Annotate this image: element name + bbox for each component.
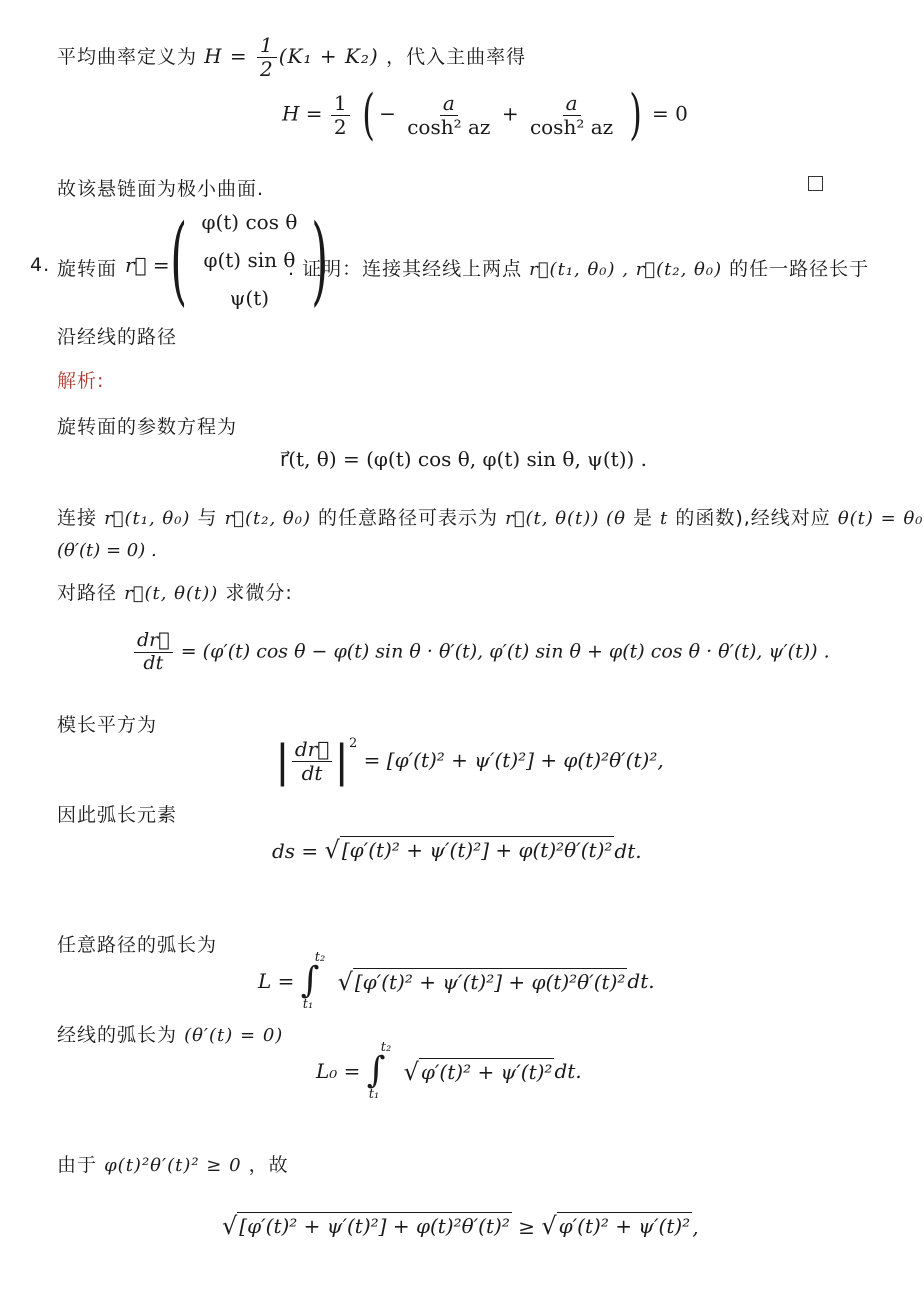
analysis-label: 解析:: [57, 370, 105, 392]
problem-number: 4.: [30, 254, 51, 276]
norm-equation: | $\frac{dr⃗}{dt}$ $|^2 = [\varphi'(t)^2 + \psi'(t)^2] + \varphi(t)^2\theta'(t)^2$,: [275, 736, 664, 787]
problem-r: r⃗ =: [125, 253, 170, 277]
L-intro: 任意路径的弧长为: [57, 934, 218, 956]
qed-box: [808, 176, 823, 191]
derivative-equation: $\frac{dr⃗}{dt}$ = (φ′(t) cos θ − φ(t) sin θ · θ′(t), φ′(t) sin θ + φ(t) cos θ · θ′(t), ψ′(t)) .: [132, 630, 830, 675]
connect-line-2: (θ′(t) = 0) .: [57, 540, 157, 561]
arc-intro: 因此弧长元素: [57, 804, 178, 826]
norm-intro: 模长平方为: [57, 714, 158, 736]
param-equation: r⃗(t, θ) = (φ(t) cos θ, φ(t) sin θ, ψ(t)) .: [280, 447, 648, 471]
L0-equation: L₀ = t₂ ∫ t₁ √ φ′(t)² + ψ′(t)² dt.: [316, 1040, 582, 1103]
L-equation: L = t₂ ∫ t₁ √ [φ′(t)² + ψ′(t)²] + φ(t)²θ′(t)² dt.: [258, 950, 655, 1013]
L0-intro: 经线的弧长为 (θ′(t) = 0): [57, 1024, 284, 1046]
intro-line: [57, 34, 526, 81]
problem-statement: . 证明：连接其经线上两点 r⃗(t₁, θ₀) , r⃗(t₂, θ₀) 的任一路径长于: [288, 258, 870, 280]
intro-prefix: 平均曲率定义为: [57, 46, 198, 68]
rotation-matrix: ( φ(t) cos θ φ(t) sin θ ψ(t) ): [170, 204, 329, 316]
since-line: 由于 φ(t)²θ′(t)² ≥ 0 ，故: [57, 1154, 289, 1176]
param-intro: 旋转面的参数方程为: [57, 416, 238, 438]
problem-prefix: 旋转面: [57, 258, 118, 280]
diff-line: 对路径 r⃗(t, θ(t)) 求微分:: [57, 582, 293, 604]
conclusion-line: 故该悬链面为极小曲面.: [57, 178, 265, 200]
H-equation: H = $\frac{1}{2}$ ( − $\frac{a}{\text{cosh² az}}$ + $\frac{a}{\text{cosh² az}}$ ) = 0: [282, 83, 688, 146]
matrix-row-3: ψ(t): [229, 286, 270, 310]
ds-equation: ds = √ [φ′(t)² + ψ′(t)²] + φ(t)²θ′(t)² dt.: [272, 836, 642, 864]
matrix-row-2: φ(t) sin θ: [203, 248, 296, 272]
problem-continuation: 沿经线的路径: [57, 326, 178, 348]
H-def-frac: $\frac{1}{2}$: [257, 34, 277, 81]
final-inequality: √ [φ′(t)² + ψ′(t)²] + φ(t)²θ′(t)² ≥ √ φ′(t)² + ψ′(t)² ,: [222, 1212, 699, 1240]
intro-suffix: ，代入主曲率得: [386, 46, 527, 68]
connect-line: 连接 r⃗(t₁, θ₀) 与 r⃗(t₂, θ₀) 的任意路径可表示为 r⃗(t, θ(t)) (θ 是 t 的函数),经线对应 θ(t) = θ₀: [57, 507, 924, 529]
matrix-row-1: φ(t) cos θ: [201, 210, 298, 234]
H-def: H = $\frac{1}{2}$ (K₁ + K₂): [204, 33, 379, 81]
